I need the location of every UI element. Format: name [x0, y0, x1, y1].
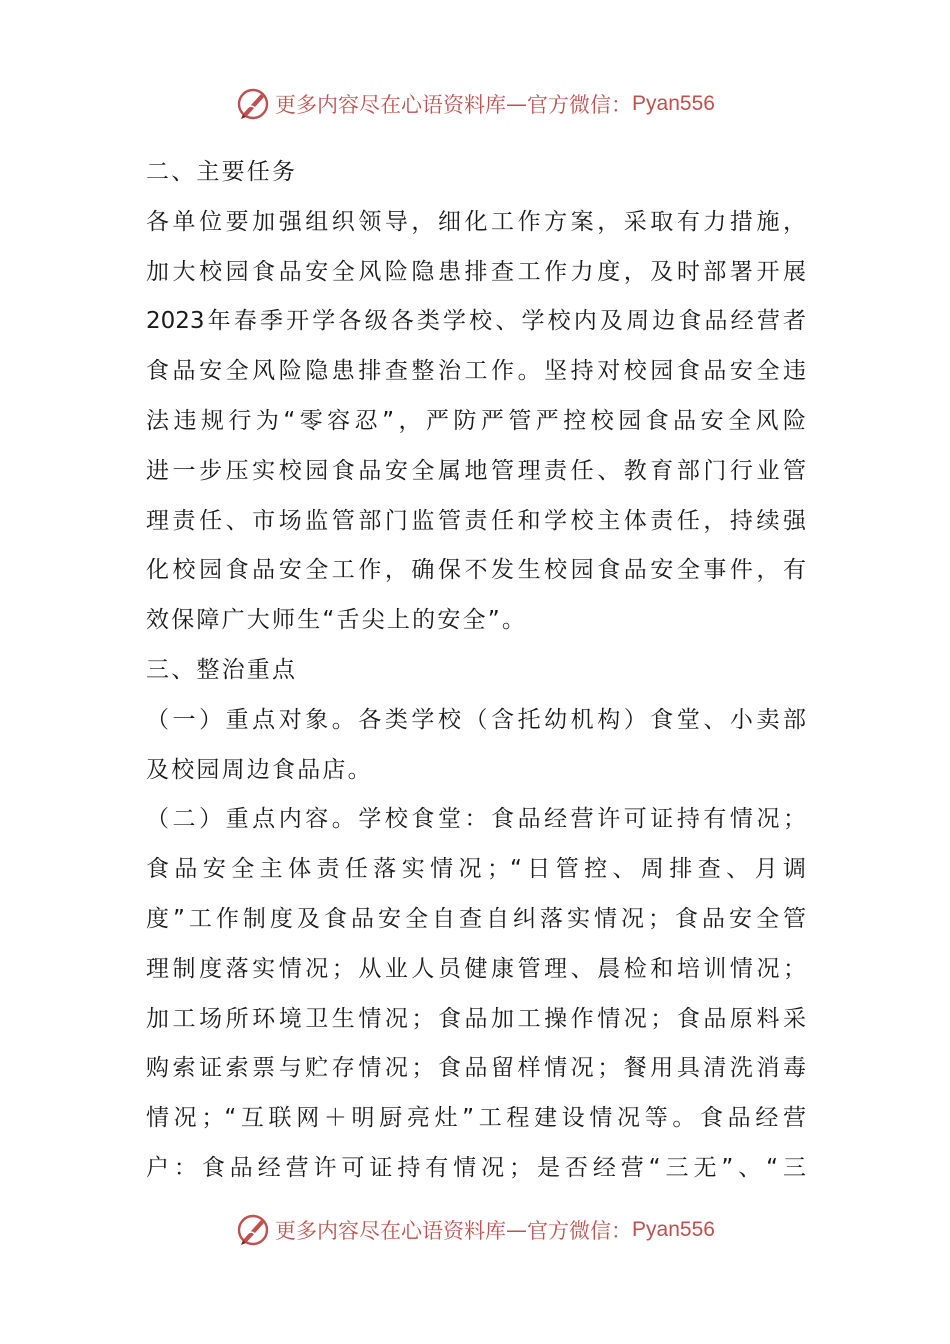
paragraph-line: 度”工作制度及食品安全自查自纠落实情况；食品安全管	[146, 905, 806, 932]
paragraph-line: 化校园食品安全工作，确保不发生校园食品安全事件，有	[146, 557, 806, 584]
pen-logo-icon	[235, 1212, 271, 1248]
paragraph-line: 购索证索票与贮存情况；食品留样情况；餐用具清洗消毒	[146, 1055, 806, 1082]
paragraph-line: 情况；“互联网＋明厨亮灶”工程建设情况等。食品经营	[146, 1105, 806, 1132]
banner-slogan: 更多内容尽在心语资料库	[275, 1219, 507, 1243]
paragraph-line: 2023年春季开学各级各类学校、学校内及周边食品经营者	[146, 308, 806, 335]
banner-wechat-id: Pyan556	[632, 92, 715, 115]
section-heading: 二、主要任务	[146, 159, 298, 185]
banner-wechat-label: 官方微信：	[527, 93, 633, 117]
banner-dash: —	[506, 1218, 528, 1242]
paragraph-line: 加大校园食品安全风险隐患排查工作力度，及时部署开展	[146, 258, 806, 285]
section-heading: 三、整治重点	[146, 656, 298, 683]
paragraph-line: 食品安全主体责任落实情况；“日管控、周排查、月调	[146, 856, 806, 883]
document-body	[146, 148, 806, 1194]
pen-logo-icon	[235, 86, 271, 122]
footer-watermark-banner	[0, 1208, 950, 1252]
paragraph-line: 各单位要加强组织领导，细化工作方案，采取有力措施，	[146, 208, 806, 235]
paragraph-line: （二）重点内容。学校食堂：食品经营许可证持有情况；	[146, 806, 806, 833]
banner-slogan: 更多内容尽在心语资料库	[275, 93, 507, 117]
paragraph-line: 及校园周边食品店。	[146, 756, 373, 783]
banner-wechat-id: Pyan556	[632, 1218, 715, 1241]
paragraph-line: 食品安全风险隐患排查整治工作。坚持对校园食品安全违	[146, 358, 806, 385]
banner-wechat-label: 官方微信：	[527, 1219, 633, 1243]
paragraph-line: 理责任、市场监管部门监管责任和学校主体责任，持续强	[146, 507, 806, 534]
header-watermark-banner	[0, 82, 950, 126]
paragraph-line: （一）重点对象。各类学校（含托幼机构）食堂、小卖部	[146, 706, 806, 733]
paragraph-line: 效保障广大师生“舌尖上的安全”。	[146, 607, 528, 634]
banner-dash: —	[506, 92, 528, 116]
paragraph-line: 户：食品经营许可证持有情况；是否经营“三无”、“三	[146, 1154, 806, 1181]
paragraph-line: 进一步压实校园食品安全属地管理责任、教育部门行业管	[146, 457, 806, 484]
paragraph-line: 理制度落实情况；从业人员健康管理、晨检和培训情况；	[146, 955, 806, 982]
paragraph-line: 加工场所环境卫生情况；食品加工操作情况；食品原料采	[146, 1005, 806, 1032]
paragraph-line: 法违规行为“零容忍”，严防严管严控校园食品安全风险	[146, 407, 806, 434]
